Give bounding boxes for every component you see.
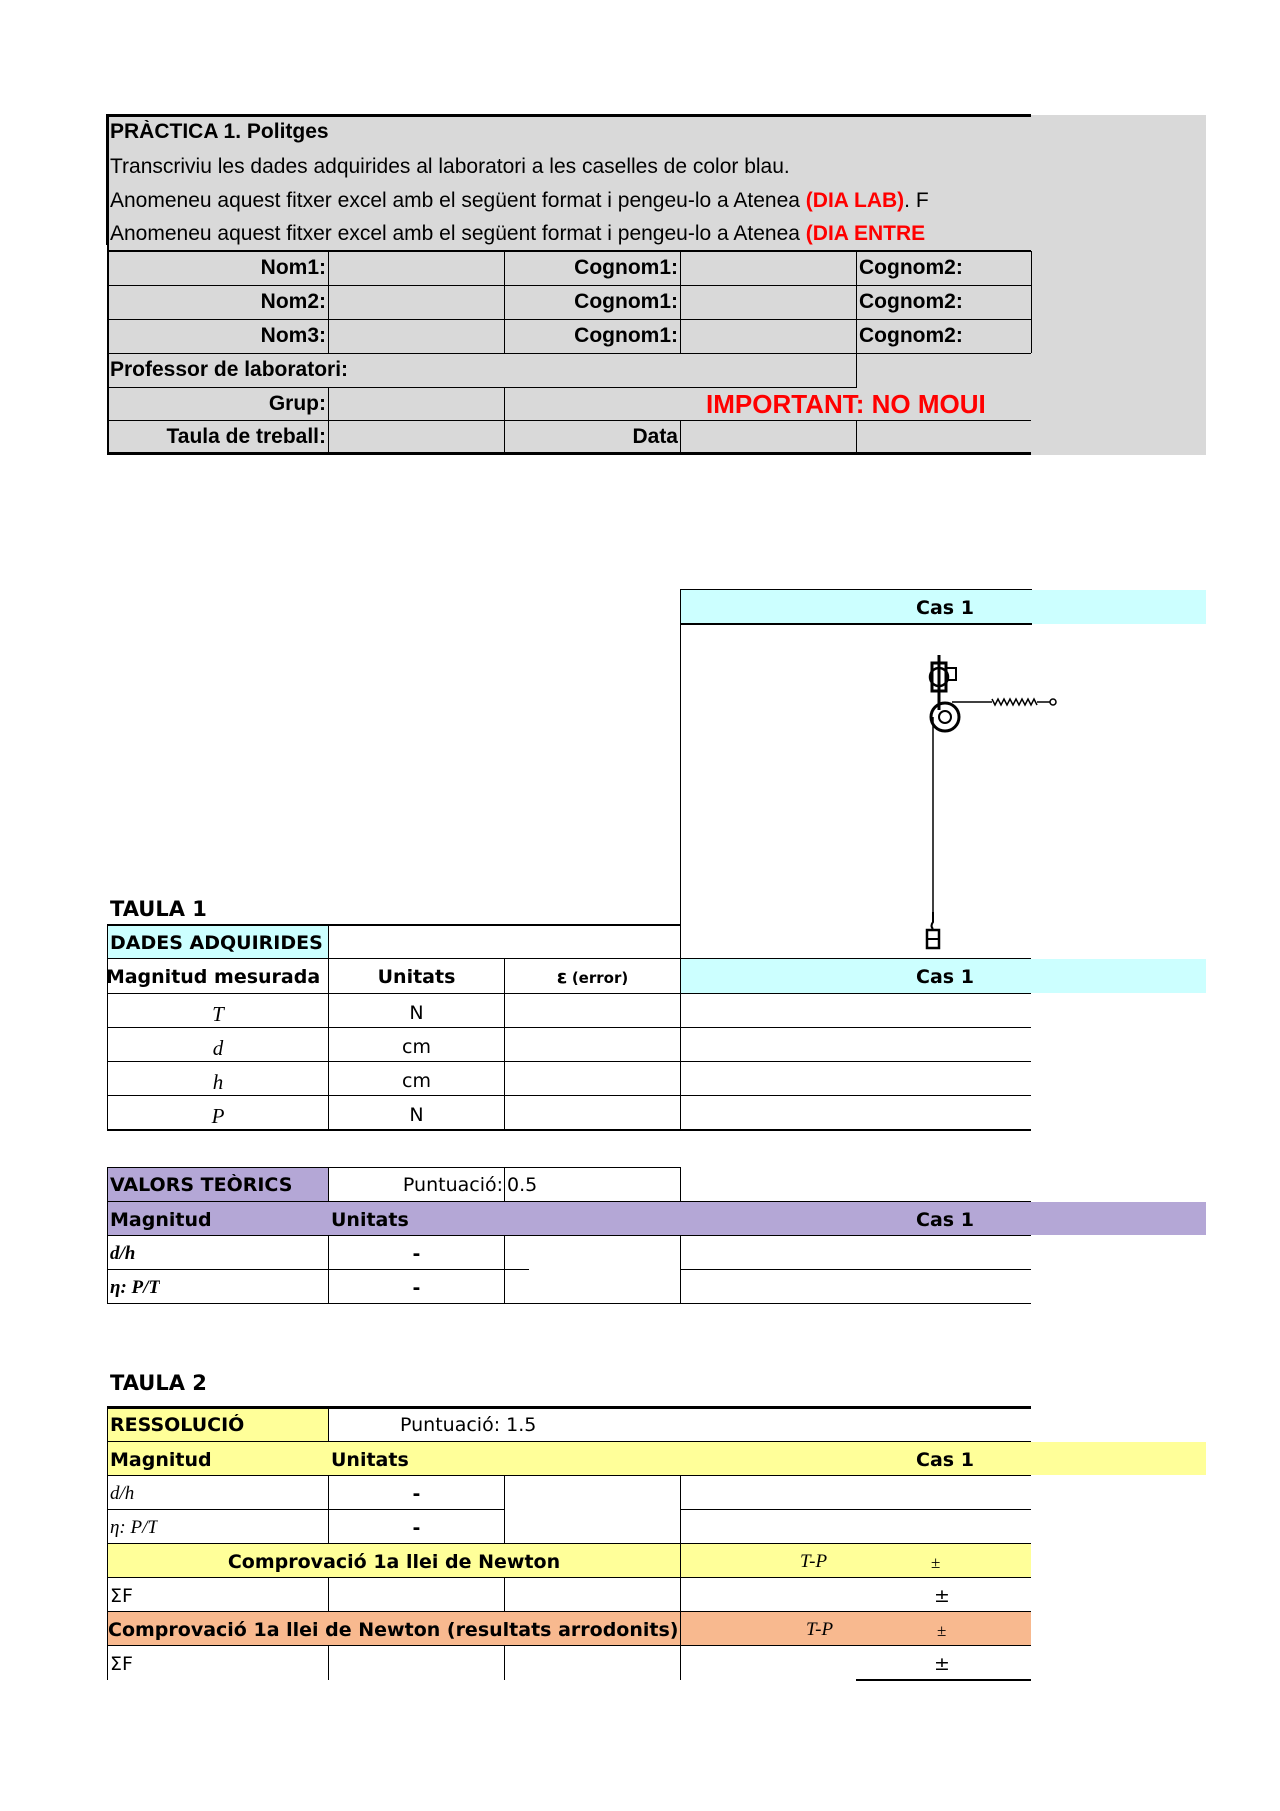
col-cas1: Cas 1 [916,966,974,988]
row-P-cas1-input[interactable] [681,1098,1031,1128]
row-h-unit: cm [402,1070,431,1092]
label-professor: Professor de laboratori: [110,358,349,381]
valors-eta-symbol: η [110,1277,121,1298]
valors-row-eta-unit: - [412,1277,421,1299]
valors-col-unitats: Unitats [331,1209,409,1231]
valors-puntuacio-value: 0.5 [507,1174,538,1196]
comprovacio-tp: T-P [800,1551,828,1572]
row-h-cas1-input[interactable] [681,1064,1031,1094]
col-magnitud-mesurada: Magnitud mesurada [105,966,321,988]
label-nom2: Nom2: [260,290,326,313]
valors-row-eta [110,1277,160,1299]
label-cognom1-b: Cognom1: [574,290,678,313]
cas1-figure-label: Cas 1 [916,597,974,619]
taula2-row-eta-cas1[interactable] [681,1512,1031,1542]
valors-col-magnitud: Magnitud [110,1209,212,1231]
taula2-row-dh-cas1[interactable] [681,1478,1031,1508]
taula2-row-eta: η: P/T [110,1517,158,1538]
instruction-line-1: Transcriviu les dades adquirides al laboratori a les caselles de color blau. [110,155,790,178]
ressolucio-puntuacio: Puntuació: 1.5 [400,1414,537,1436]
row-T-error-input[interactable] [505,996,679,1026]
input-cognom1-b[interactable] [682,287,854,318]
row-P-unit: N [409,1104,424,1126]
row-d-magnitud: d [212,1036,224,1060]
label-taula-treball: Taula de treball: [166,425,326,448]
instruction-line-2-suffix: . F [904,189,929,212]
page-title: PRÀCTICA 1. Politges [110,120,329,143]
valors-row-dh: d/h [110,1243,136,1264]
sumf-pm: ± [934,1585,950,1607]
valors-teorics-label: VALORS TEÒRICS [110,1174,293,1196]
taula2-title: TAULA 2 [110,1371,207,1395]
row-d-cas1-input[interactable] [681,1030,1031,1060]
label-cognom1-a: Cognom1: [574,256,678,279]
row-P-magnitud: P [211,1104,225,1128]
input-nom1[interactable] [330,253,502,284]
sumf2-label: ΣF [110,1653,133,1675]
valors-row-dh-unit: - [412,1243,421,1265]
row-T-unit: N [409,1002,424,1024]
row-h-error-input[interactable] [505,1064,679,1094]
taula1-title: TAULA 1 [110,897,207,921]
sumf-label: ΣF [110,1585,133,1607]
sumf2-pm: ± [934,1653,950,1675]
taula2-col-cas1: Cas 1 [916,1449,974,1471]
input-cognom1-a[interactable] [682,253,854,284]
taula2-col-unitats: Unitats [331,1449,409,1471]
valors-col-cas1: Cas 1 [916,1209,974,1231]
input-data[interactable] [682,422,854,451]
label-grup: Grup: [268,392,326,415]
row-P-error-input[interactable] [505,1098,679,1128]
label-data: Data [632,425,678,448]
input-cognom1-c[interactable] [682,321,854,352]
row-T-cas1-input[interactable] [681,996,1031,1026]
instruction-line-2-text: Anomeneu aquest fitxer excel amb el següent format i pengeu-lo a Atenea [110,189,806,212]
taula2-row-dh-unit: - [412,1483,421,1505]
label-cognom2-c: Cognom2: [859,324,963,347]
pulley-diagram [900,650,1070,955]
col-error [505,966,680,988]
taula2-row-eta-unit: - [412,1517,421,1539]
instruction-line-3-highlight: (DIA ENTRE [805,222,926,245]
label-nom3: Nom3: [260,324,326,347]
label-cognom2-a: Cognom2: [859,256,963,279]
row-d-error-input[interactable] [505,1030,679,1060]
label-cognom1-c: Cognom1: [574,324,678,347]
comprovacio-arrodonits-text: Comprovació 1a llei de Newton (resultats arrodonits) [108,1619,679,1641]
input-nom3[interactable] [330,321,502,352]
row-h-magnitud: h [212,1070,224,1094]
instruction-line-3 [110,222,1032,246]
error-symbol: ε [556,966,568,988]
comprovacio-pm: ± [931,1553,941,1572]
label-cognom2-b: Cognom2: [859,290,963,313]
comprovacio-arrodonits-pm: ± [937,1621,947,1640]
col-unitats: Unitats [377,966,456,988]
input-nom2[interactable] [330,287,502,318]
taula2-row-dh: d/h [110,1483,135,1504]
comprovacio-arrodonits-label [108,1619,680,1641]
instruction-line-2 [110,189,1032,213]
ressolucio-label: RESSOLUCIÓ [110,1414,245,1436]
valors-row-dh-cas1[interactable] [681,1238,1031,1268]
label-nom1: Nom1: [260,256,326,279]
instruction-line-3-text: Anomeneu aquest fitxer excel amb el següent format i pengeu-lo a Atenea [110,222,806,245]
error-label: (error) [571,969,629,987]
valors-puntuacio-label: Puntuació: [402,1174,503,1196]
valors-eta-text: : P/T [120,1277,161,1298]
important-warning: IMPORTANT: NO MOUI [706,389,986,419]
row-d-unit: cm [402,1036,431,1058]
comprovacio-arrodonits-tp: T-P [806,1619,834,1640]
dades-adquirides-label: DADES ADQUIRIDES [110,932,323,954]
instruction-line-2-highlight: (DIA LAB) [805,189,905,212]
row-T-magnitud: T [212,1002,224,1026]
valors-row-eta-cas1[interactable] [681,1272,1031,1302]
comprovacio-label: Comprovació 1a llei de Newton [227,1551,561,1573]
input-taula-treball[interactable] [330,422,502,451]
input-grup[interactable] [330,389,502,419]
taula2-col-magnitud: Magnitud [110,1449,212,1471]
